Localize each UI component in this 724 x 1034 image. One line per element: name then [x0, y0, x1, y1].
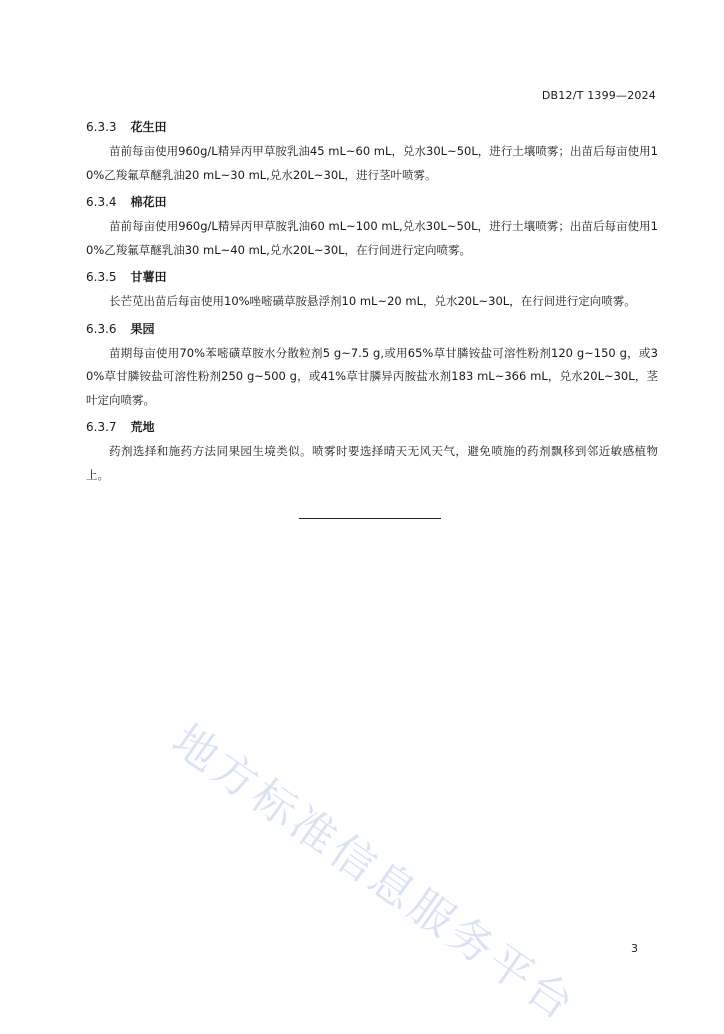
- section-paragraph: 药剂选择和施药方法同果园生境类似。喷雾时要选择晴天无风天气，避免喷施的药剂飘移到邻近敏感植物上。: [86, 444, 658, 482]
- section-paragraph: 苗期每亩使用70%苯嘧磺草胺水分散粒剂5 g~7.5 g,或用65%草甘膦铵盐可溶性粉剂120 g~150 g，或30%草甘膦铵盐可溶性粉剂250 g~500 g，或41%草甘膦异丙胺盐水剂183 mL~366 mL，兑水20L~30L，茎叶定向喷雾。: [86, 345, 658, 407]
- section-heading: [86, 418, 658, 436]
- section-heading: [86, 268, 658, 286]
- section-peanut-field: [86, 118, 658, 187]
- section-number: 6.3.5: [86, 270, 117, 284]
- document-code: DB12/T 1399—2024: [541, 89, 656, 102]
- section-heading: [86, 320, 658, 338]
- section-title: 果园: [130, 321, 155, 336]
- watermark: 地方标准信息服务平台: [162, 714, 586, 1032]
- section-heading: [86, 118, 658, 136]
- section-cotton-field: [86, 193, 658, 262]
- section-wasteland: [86, 418, 658, 487]
- section-title: 甘薯田: [130, 270, 167, 284]
- section-title: 花生田: [130, 120, 167, 134]
- section-number: 6.3.7: [86, 420, 117, 434]
- section-paragraph: 苗前每亩使用960g/L精异丙甲草胺乳油45 mL~60 mL，兑水30L~50L，进行土壤喷雾；出苗后每亩使用10%乙羧氟草醚乳油20 mL~30 mL,兑水20L~30L，进行茎叶喷雾。: [86, 144, 658, 182]
- document-body: [86, 118, 658, 493]
- section-sweet-potato-field: [86, 268, 658, 314]
- section-paragraph: 长芒苋出苗后每亩使用10%唑嘧磺草胺悬浮剂10 mL~20 mL，兑水20L~30L，在行间进行定向喷雾。: [109, 294, 636, 308]
- section-number: 6.3.6: [86, 321, 117, 336]
- end-divider: [299, 518, 441, 519]
- section-number: 6.3.4: [86, 195, 117, 209]
- section-paragraph: 苗前每亩使用960g/L精异丙甲草胺乳油60 mL~100 mL,兑水30L~50L，进行土壤喷雾；出苗后每亩使用10%乙羧氟草醚乳油30 mL~40 mL,兑水20L~30L，在行间进行定向喷雾。: [86, 219, 658, 257]
- page-number: 3: [631, 942, 638, 955]
- section-title: 棉花田: [130, 195, 167, 209]
- section-number: 6.3.3: [86, 120, 117, 134]
- section-orchard: [86, 320, 658, 413]
- section-heading: [86, 193, 658, 211]
- section-title: 荒地: [130, 420, 155, 434]
